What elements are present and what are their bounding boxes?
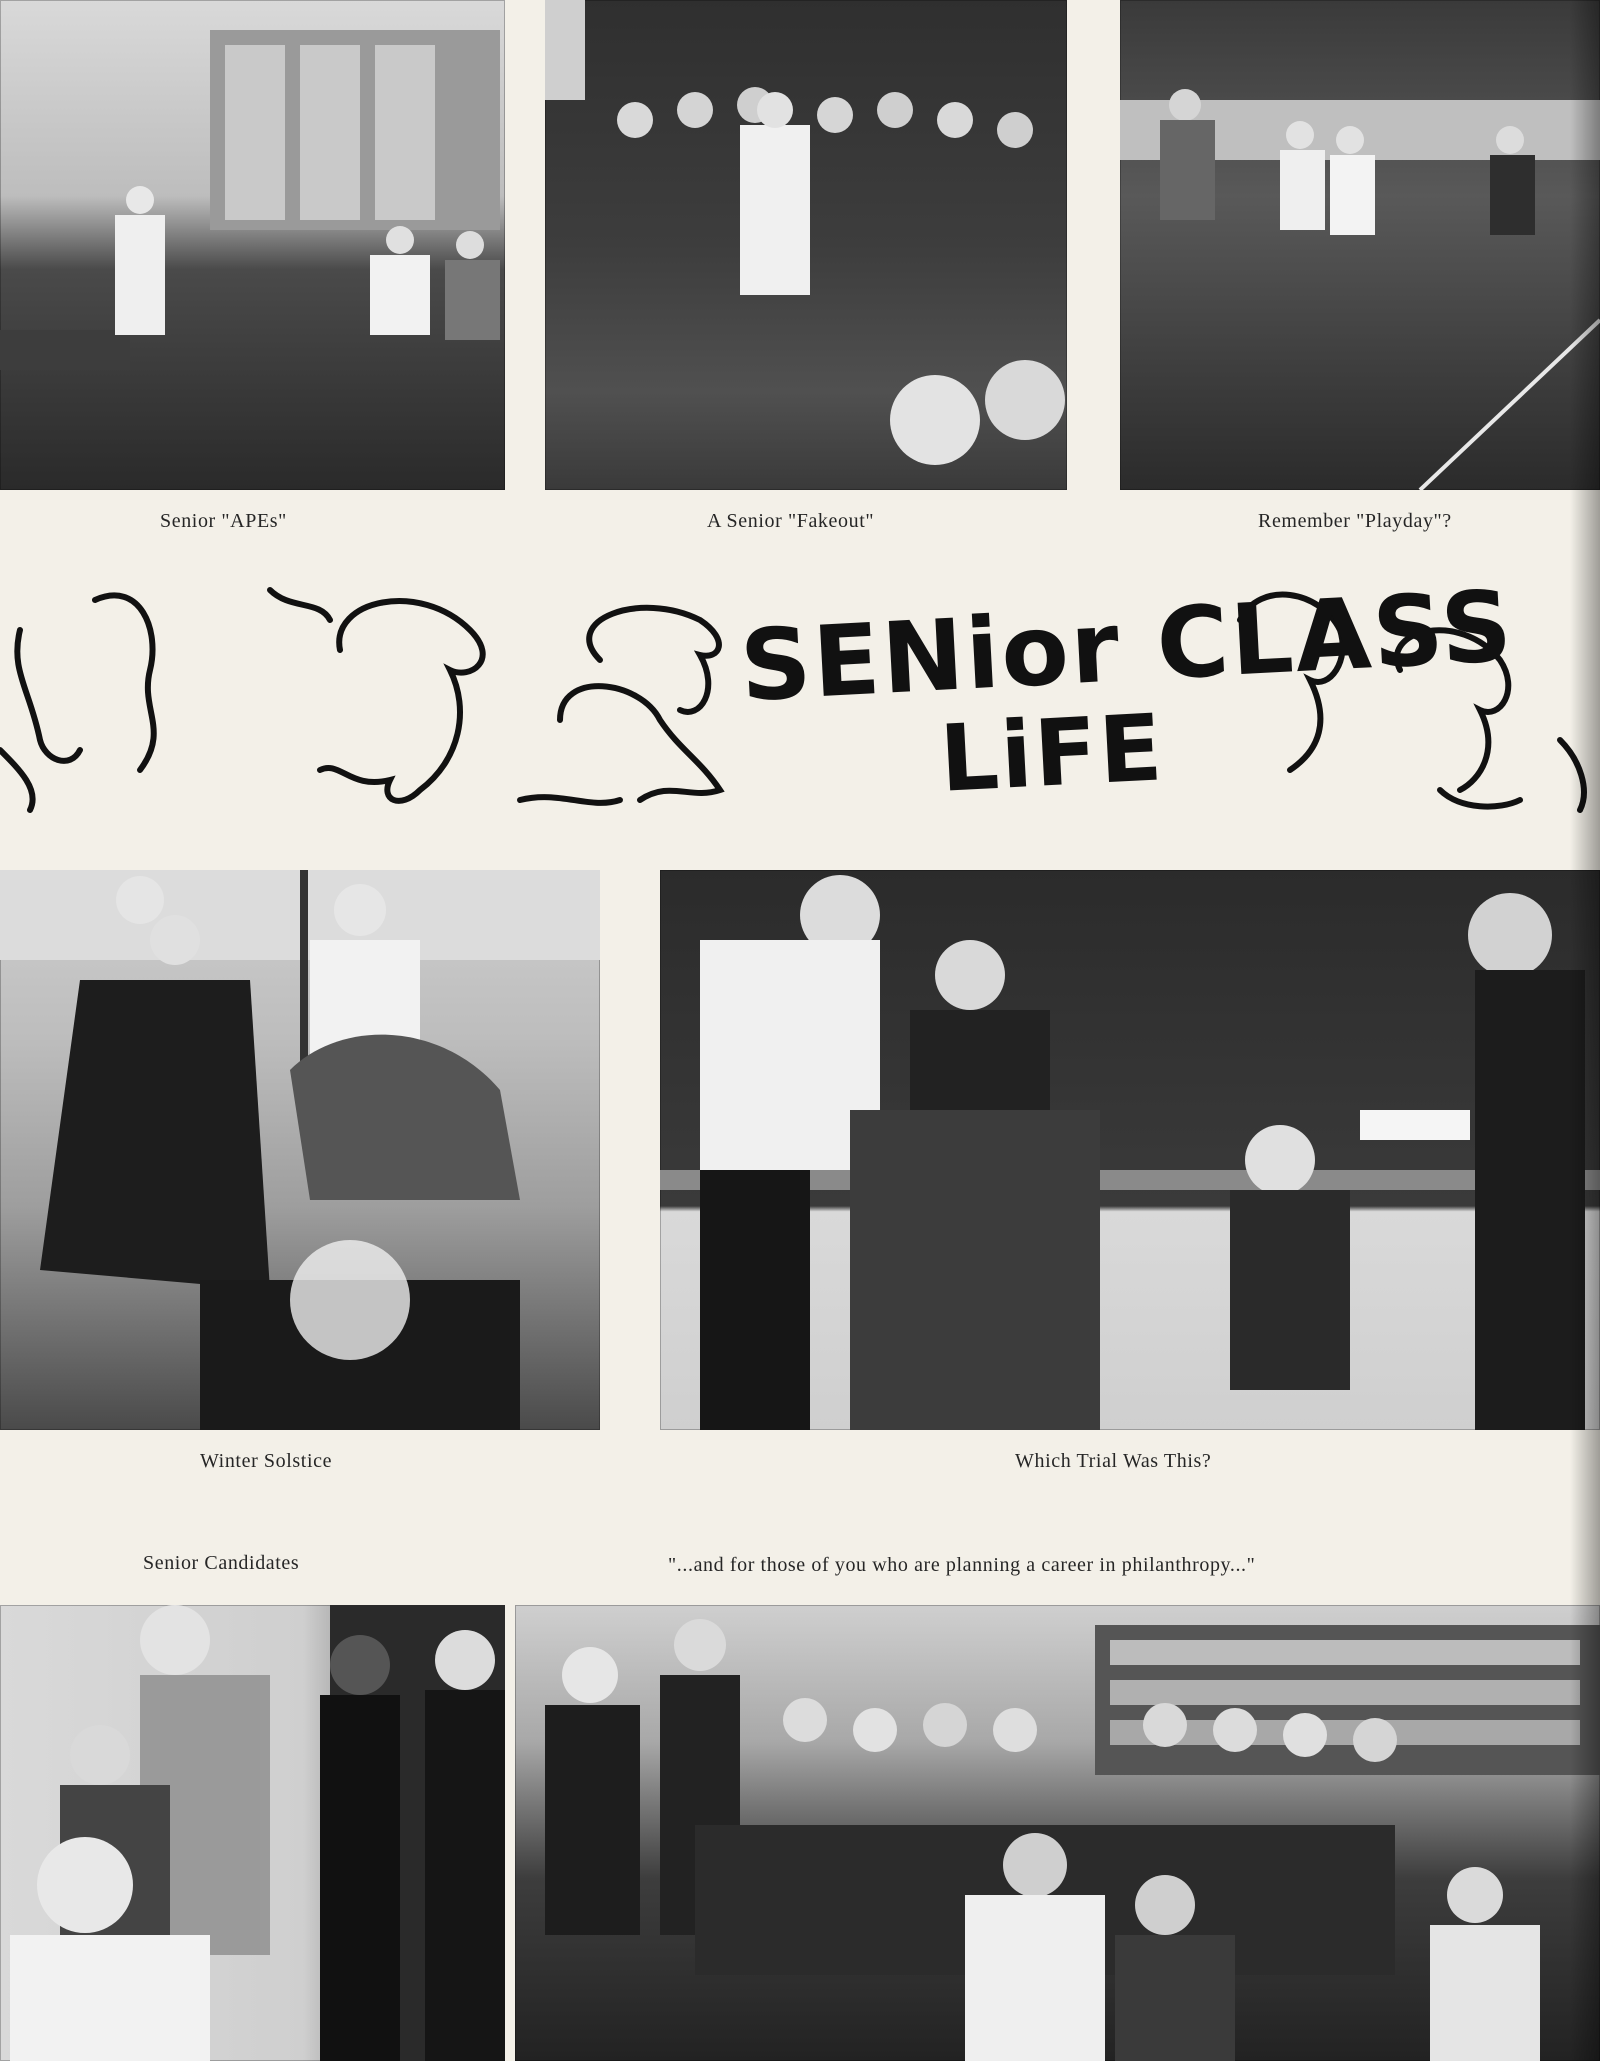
caption-senior-fakeout: A Senior "Fakeout" [707,510,875,532]
caption-senior-apes: Senior "APEs" [160,510,287,532]
photo-senior-apes [0,0,505,490]
caption-senior-candidates: Senior Candidates [143,1552,300,1574]
page-edge-shadow [1570,0,1600,2061]
title-line-2: LiFE [937,694,1167,813]
photo-senior-candidates [0,1605,505,2061]
caption-playday: Remember "Playday"? [1258,510,1452,532]
photo-senior-fakeout [545,0,1067,490]
photo-which-trial [660,870,1600,1430]
photo-playday [1120,0,1600,490]
photo-philanthropy [515,1605,1600,2061]
title-line-1: SENior CLASS [737,569,1517,725]
senior-class-life-banner [0,560,1600,850]
caption-winter-solstice: Winter Solstice [200,1450,333,1472]
photo-winter-solstice [0,870,600,1430]
caption-philanthropy: "...and for those of you who are planning a career in philanthropy..." [668,1554,1256,1576]
caption-which-trial: Which Trial Was This? [1015,1450,1212,1472]
